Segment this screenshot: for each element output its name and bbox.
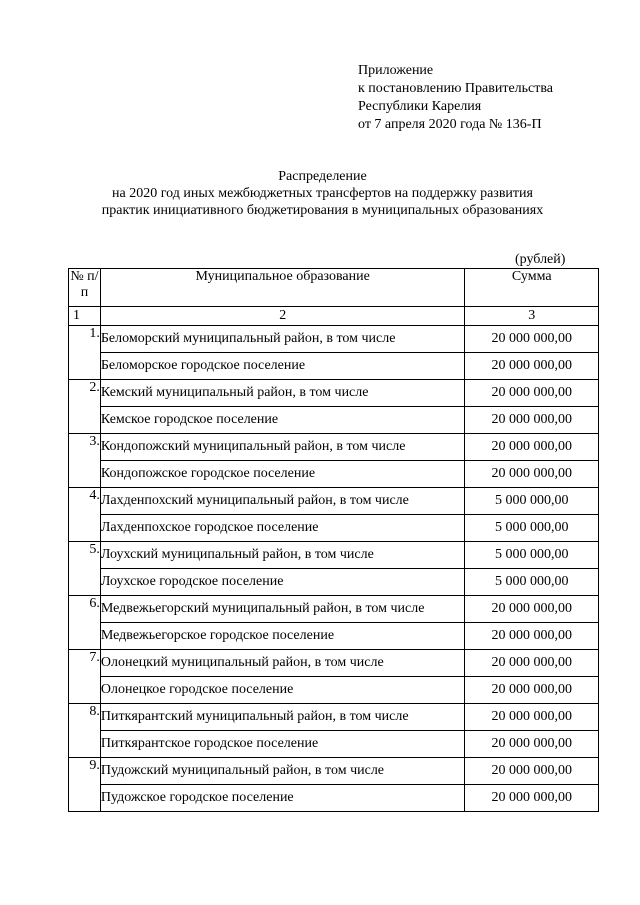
district-name: Олонецкий муниципальный район, в том числе xyxy=(100,650,465,677)
row-number: 5. xyxy=(69,542,101,596)
settlement-name: Медвежьегорское городское поселение xyxy=(100,623,465,650)
amount-cell: 5 000 000,00 xyxy=(465,488,599,515)
amount-cell: 20 000 000,00 xyxy=(465,434,599,461)
title-line: практик инициативного бюджетирования в муниципальных образованиях xyxy=(101,203,544,218)
settlement-name: Кемское городское поселение xyxy=(100,407,465,434)
amount-cell: 20 000 000,00 xyxy=(465,785,599,812)
district-name: Медвежьегорский муниципальный район, в том числе xyxy=(100,596,465,623)
distribution-table xyxy=(68,268,599,812)
district-name: Кемский муниципальный район, в том числе xyxy=(100,380,465,407)
title-line: Распределение xyxy=(278,169,367,184)
settlement-name: Питкярантское городское поселение xyxy=(100,731,465,758)
table-row xyxy=(69,488,599,515)
units-label: (рублей) xyxy=(515,252,566,267)
row-number: 1. xyxy=(69,326,101,380)
amount-cell: 5 000 000,00 xyxy=(465,569,599,596)
table-row xyxy=(69,542,599,569)
table-row xyxy=(69,326,599,353)
table-header-row xyxy=(69,269,599,307)
header-sum: Сумма xyxy=(465,269,599,307)
amount-cell: 20 000 000,00 xyxy=(465,731,599,758)
appendix-line: Республики Карелия xyxy=(358,99,482,114)
amount-cell: 20 000 000,00 xyxy=(465,407,599,434)
appendix-line: Приложение xyxy=(358,63,434,78)
appendix-block xyxy=(358,62,553,134)
amount-cell: 20 000 000,00 xyxy=(465,623,599,650)
settlement-name: Кондопожское городское поселение xyxy=(100,461,465,488)
row-number: 3. xyxy=(69,434,101,488)
header-name: Муниципальное образование xyxy=(100,269,465,307)
appendix-line: от 7 апреля 2020 года № 136-П xyxy=(358,117,542,132)
row-number: 4. xyxy=(69,488,101,542)
appendix-line: к постановлению Правительства xyxy=(358,81,554,96)
column-index: 2 xyxy=(100,307,465,326)
amount-cell: 20 000 000,00 xyxy=(465,380,599,407)
table-row xyxy=(69,596,599,623)
table-row xyxy=(69,569,599,596)
amount-cell: 5 000 000,00 xyxy=(465,542,599,569)
amount-cell: 20 000 000,00 xyxy=(465,461,599,488)
district-name: Пудожский муниципальный район, в том числе xyxy=(100,758,465,785)
column-index: 3 xyxy=(465,307,599,326)
amount-cell: 5 000 000,00 xyxy=(465,515,599,542)
amount-cell: 20 000 000,00 xyxy=(465,596,599,623)
table-row xyxy=(69,515,599,542)
amount-cell: 20 000 000,00 xyxy=(465,326,599,353)
title-line: на 2020 год иных межбюджетных трансфертов на поддержку развития xyxy=(112,186,533,201)
document-title xyxy=(60,168,585,219)
table-row xyxy=(69,758,599,785)
table-row xyxy=(69,650,599,677)
amount-cell: 20 000 000,00 xyxy=(465,353,599,380)
column-index: 1 xyxy=(69,307,101,326)
amount-cell: 20 000 000,00 xyxy=(465,677,599,704)
table-row xyxy=(69,353,599,380)
amount-cell: 20 000 000,00 xyxy=(465,704,599,731)
table-row xyxy=(69,623,599,650)
table-row xyxy=(69,704,599,731)
header-num: № п/п xyxy=(69,269,101,307)
row-number: 8. xyxy=(69,704,101,758)
table-row xyxy=(69,677,599,704)
district-name: Кондопожский муниципальный район, в том числе xyxy=(100,434,465,461)
district-name: Беломорский муниципальный район, в том числе xyxy=(100,326,465,353)
settlement-name: Беломорское городское поселение xyxy=(100,353,465,380)
row-number: 2. xyxy=(69,380,101,434)
table-row xyxy=(69,380,599,407)
amount-cell: 20 000 000,00 xyxy=(465,650,599,677)
row-number: 7. xyxy=(69,650,101,704)
table-row xyxy=(69,407,599,434)
table-row xyxy=(69,434,599,461)
district-name: Лахденпохский муниципальный район, в том числе xyxy=(100,488,465,515)
column-index-row xyxy=(69,307,599,326)
table-row xyxy=(69,461,599,488)
district-name: Лоухский муниципальный район, в том числе xyxy=(100,542,465,569)
district-name: Питкярантский муниципальный район, в том числе xyxy=(100,704,465,731)
settlement-name: Пудожское городское поселение xyxy=(100,785,465,812)
settlement-name: Лоухское городское поселение xyxy=(100,569,465,596)
table-row xyxy=(69,785,599,812)
row-number: 9. xyxy=(69,758,101,812)
row-number: 6. xyxy=(69,596,101,650)
settlement-name: Лахденпохское городское поселение xyxy=(100,515,465,542)
settlement-name: Олонецкое городское поселение xyxy=(100,677,465,704)
table-row xyxy=(69,731,599,758)
amount-cell: 20 000 000,00 xyxy=(465,758,599,785)
